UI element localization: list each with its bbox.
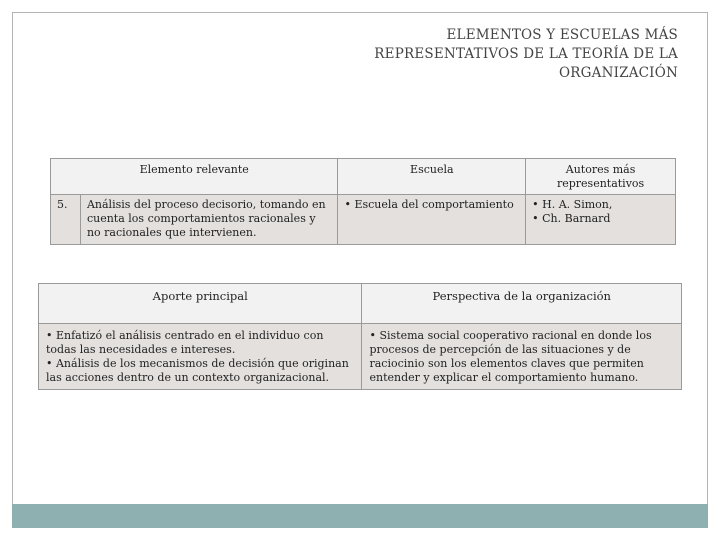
elements-table [50,158,676,245]
contribution-item: • Análisis de los mecanismos de decisión que originan las acciones dentro de un contexto organizacional. [46,357,349,384]
slide-frame [12,12,708,528]
slide-title [258,26,678,83]
elements-table-header-row [51,159,676,195]
school-cell: • Escuela del comportamiento [338,195,526,245]
row-number: 5. [51,195,81,245]
footer-band [12,504,708,528]
contribution-table-header-row [39,284,682,324]
title-line-1: ELEMENTOS Y ESCUELAS MÁS [446,27,678,43]
title-line-3: ORGANIZACIÓN [559,65,678,81]
header-main-contribution: Aporte principal [39,284,362,324]
perspective-cell: • Sistema social cooperativo racional en donde los procesos de percepción de las situaciones y de raciocinio son los elementos claves que permiten entender y explicar el comportamiento humano. [362,324,682,390]
contribution-cell [39,324,362,390]
header-school: Escuela [338,159,526,195]
table-row [39,324,682,390]
authors-cell [526,195,676,245]
contribution-item: • Enfatizó el análisis centrado en el individuo con todas las necesidades e intereses. [46,329,324,356]
title-line-2: REPRESENTATIVOS DE LA TEORÍA DE LA [374,46,678,62]
contribution-table [38,283,682,390]
header-organization-perspective: Perspectiva de la organización [362,284,682,324]
table-row [51,195,676,245]
element-cell: Análisis del proceso decisorio, tomando en cuenta los comportamientos racionales y no racionales que intervienen. [80,195,337,245]
header-relevant-element: Elemento relevante [51,159,338,195]
author-item: • Ch. Barnard [532,212,611,225]
author-item: • H. A. Simon, [532,198,613,211]
header-authors: Autores más representativos [526,159,676,195]
